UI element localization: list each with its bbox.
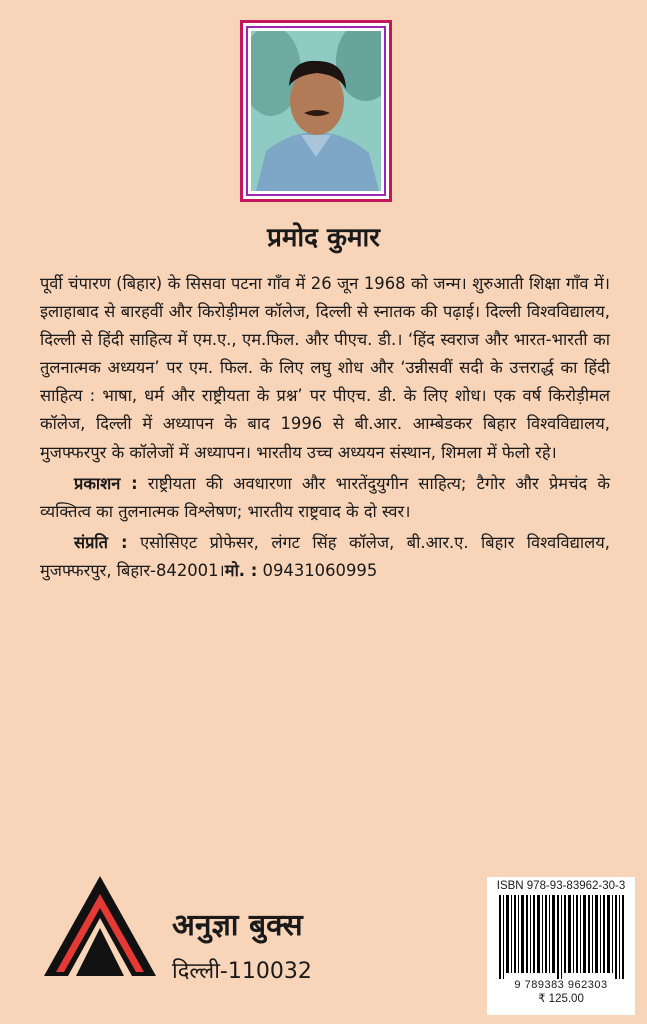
barcode-number: 9 789383 962303: [514, 979, 608, 991]
current-position-label: संप्रति :: [74, 532, 128, 552]
author-name: प्रमोद कुमार: [267, 223, 380, 253]
price: ₹ 125.00: [538, 993, 584, 1005]
mobile-number: 09431060995: [262, 560, 378, 580]
publisher-city: दिल्ली-110032: [172, 959, 312, 984]
barcode-icon: [495, 895, 627, 979]
mobile-label: मो. :: [224, 560, 258, 580]
author-photo-frame: [240, 20, 392, 202]
publications-label: प्रकाशन :: [74, 473, 138, 493]
current-position-paragraph: [40, 529, 610, 585]
author-photo: [251, 31, 381, 191]
publisher-name: अनुज्ञा बुक्स: [172, 908, 303, 943]
publisher-logo: [40, 872, 160, 982]
bio-paragraph: पूर्वी चंपारण (बिहार) के सिसवा पटना गाँव में 26 जून 1968 को जन्म। शुरुआती शिक्षा गाँव में। इलाहाबाद से बारहवीं और किरोड़ीमल कॉलेज, दिल्ली से स्नातक की पढ़ाई। दिल्ली विश्वविद्यालय, दिल्ली से हिंदी साहित्य में एम.ए., एम.फिल. और पीएच. डी.। ‘हिंद स्वराज और भारत-भारती का तुलनात्मक अध्ययन’ पर एम. फिल. के लिए लघु शोध और ‘उन्नीसवीं सदी के उत्तरार्द्ध का हिंदी साहित्य : भाषा, धर्म और राष्ट्रीयता के प्रश्न’ पर पीएच. डी. के लिए शोध। एक वर्ष किरोड़ीमल कॉलेज, दिल्ली में अध्यापन के बाद 1996 से बी.आर. आम्बेडकर बिहार विश्वविद्यालय, मुजफ्फरपुर के कॉलेजों में अध्यापन। भारतीय उच्च अध्ययन संस्थान, शिमला में फेलो रहे।: [40, 274, 610, 462]
barcode-box: [487, 877, 635, 1015]
author-bio: [40, 270, 610, 585]
current-position-text: एसोसिएट प्रोफेसर, लंगट सिंह कॉलेज, बी.आर.ए. बिहार विश्वविद्यालय, मुजफ्फरपुर, बिहार-842001।: [40, 532, 610, 580]
isbn-text: ISBN 978-93-83962-30-3: [496, 880, 626, 892]
publications-text: राष्ट्रीयता की अवधारणा और भारतेंदुयुगीन साहित्य; टैगोर और प्रेमचंद के व्यक्तित्व का तुलनात्मक विश्लेषण; भारतीय राष्ट्रवाद के दो स्वर।: [40, 473, 610, 521]
publications-paragraph: [40, 470, 610, 526]
